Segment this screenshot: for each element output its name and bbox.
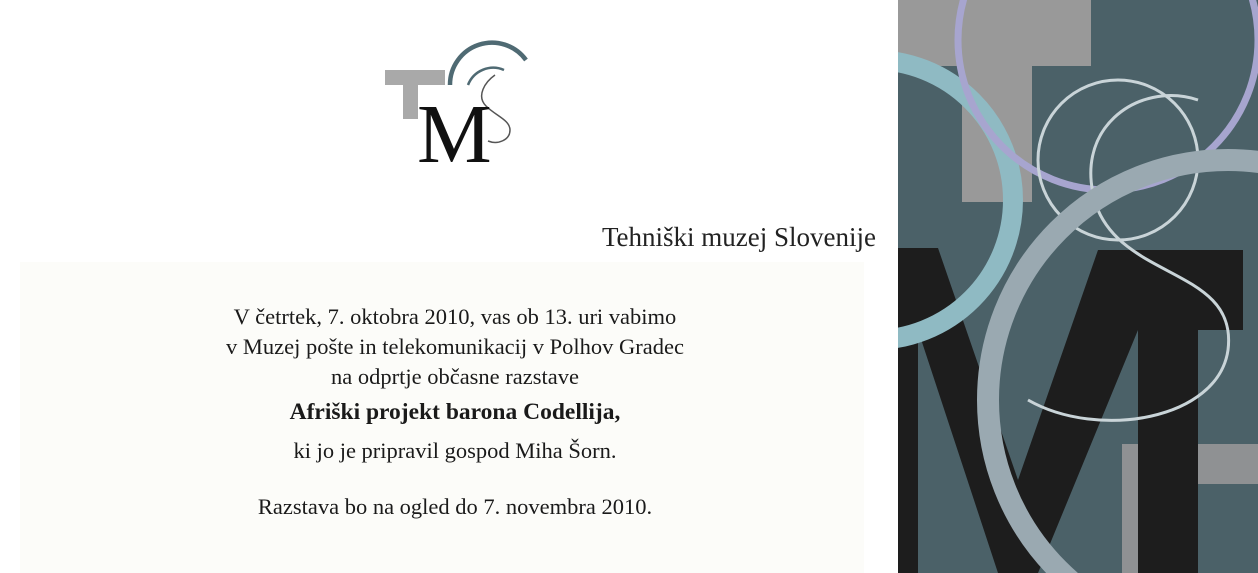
logo-t-stem [403, 85, 418, 119]
logo-t-bar [385, 70, 445, 85]
invitation-line-3: na odprtje občasne razstave [330, 364, 579, 389]
logo-arc-outer [450, 43, 526, 85]
closing-line: Razstava bo na ogled do 7. novembra 2010. [257, 494, 653, 519]
decorative-artwork [898, 0, 1258, 573]
museum-name: Tehniški muzej Slovenije [601, 222, 876, 252]
tms-logo [380, 30, 530, 170]
art-t-top [898, 0, 1091, 66]
logo-m-letter: M [417, 88, 492, 170]
exhibition-title: Afriški projekt barona Codellija, [289, 399, 621, 425]
invitation-line-2: v Muzej pošte in telekomunikacij v Polhov Gradec [225, 334, 685, 359]
invitation-line-1: V četrtek, 7. oktobra 2010, vas ob 13. uri vabimo [233, 304, 677, 329]
invitation-line-5: ki jo je pripravil gospod Miha Šorn. [293, 438, 617, 463]
logo-arc-inner [468, 68, 504, 85]
